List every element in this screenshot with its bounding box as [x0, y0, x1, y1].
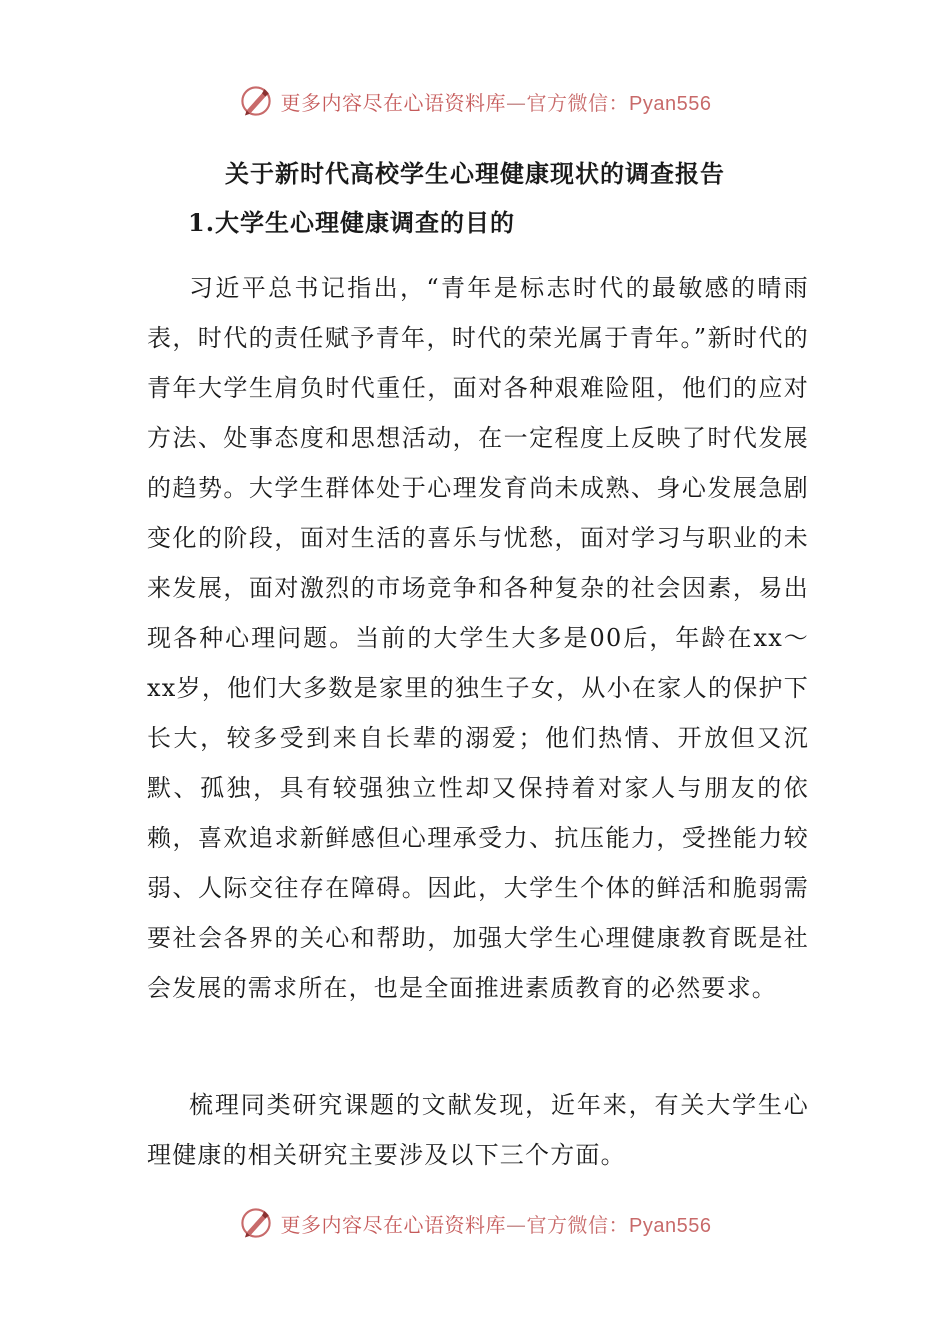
body-paragraph: 习近平总书记指出，“青年是标志时代的最敏感的晴雨表，时代的责任赋予青年，时代的荣光属于青年。”新时代的青年大学生肩负时代重任，面对各种艰难险阻，他们的应对方法、处事态度和思想活动，在一定程度上反映了时代发展的趋势。大学生群体处于心理发育尚未成熟、身心发展急剧变化的阶段，面对生活的喜乐与忧愁，面对学习与职业的未来发展，面对激烈的市场竞争和各种复杂的社会因素，易出现各种心理问题。当前的大学生大多是00后，年龄在xx～xx岁，他们大多数是家里的独生子女，从小在家人的保护下长大，较多受到来自长辈的溺爱；他们热情、开放但又沉默、孤独，具有较强独立性却又保持着对家人与朋友的依赖，喜欢追求新鲜感但心理承受力、抗压能力，受挫能力较弱、人际交往存在障碍。因此，大学生个体的鲜活和脆弱需要社会各界的关心和帮助，加强大学生心理健康教育既是社会发展的需求所在，也是全面推进素质教育的必然要求。	[147, 274, 809, 1002]
watermark-label: 官方微信：	[526, 90, 630, 115]
pen-logo-icon	[239, 1206, 273, 1240]
body-paragraph: 梳理同类研究课题的文献发现，近年来，有关大学生心理健康的相关研究主要涉及以下三个方面。	[147, 1091, 809, 1169]
section-heading: 1.大学生心理健康调查的目的	[188, 208, 516, 237]
watermark-wechat-id: Pyan556	[629, 92, 712, 115]
watermark-separator: —	[506, 1212, 527, 1237]
footer-watermark	[0, 1206, 950, 1240]
header-watermark	[0, 84, 950, 118]
watermark-wechat-id: Pyan556	[629, 1214, 712, 1237]
document-title: 关于新时代高校学生心理健康现状的调查报告	[225, 160, 725, 188]
watermark-label: 官方微信：	[526, 1212, 630, 1237]
watermark-brand: 更多内容尽在心语资料库	[280, 1212, 507, 1237]
watermark-text	[281, 87, 712, 116]
watermark-text	[281, 1209, 712, 1238]
watermark-brand: 更多内容尽在心语资料库	[280, 90, 507, 115]
pen-logo-icon	[239, 84, 273, 118]
watermark-separator: —	[506, 90, 527, 115]
